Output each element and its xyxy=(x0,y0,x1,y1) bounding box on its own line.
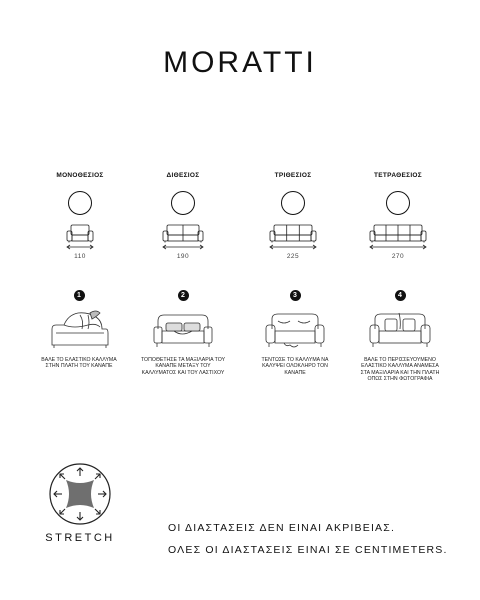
armchair-icon xyxy=(65,223,95,251)
dimension-label: 110 xyxy=(74,253,86,260)
instruction-step-3 xyxy=(240,290,350,376)
step-instruction-text: ΒΑΛΕ ΤΟ ΕΛΑΣΤΙΚΟ ΚΑΛΛΥΜΑ ΣΤΗΝ ΠΛΑΤΗ ΤΟΥ ΚΑΝΑΠΕ xyxy=(41,357,117,370)
cushion-placement-illustration-icon xyxy=(148,307,218,353)
selection-circle xyxy=(386,191,410,215)
size-option-quadruple xyxy=(343,172,453,260)
step-number-badge: 2 xyxy=(178,290,189,301)
brand-logo: MORATTI xyxy=(163,46,317,79)
selection-circle xyxy=(68,191,92,215)
note-units: ΟΛΕΣ ΟΙ ΔΙΑΣΤΑΣΕΙΣ ΕΙΝΑΙ ΣΕ CENTIMETERS. xyxy=(168,544,448,556)
instruction-step-4 xyxy=(345,290,455,382)
selection-circle xyxy=(171,191,195,215)
stretch-cover-illustration-icon xyxy=(260,307,330,353)
dimension-label: 225 xyxy=(286,253,300,260)
size-label: ΤΡΙΘΕΣΙΟΣ xyxy=(274,172,312,179)
stretch-label: STRETCH xyxy=(45,532,115,544)
stretch-arrows-icon xyxy=(48,462,112,526)
step-number-badge: 4 xyxy=(395,290,406,301)
step-instruction-text: ΒΑΛΕ ΤΟ ΠΕΡΙΣΣΕΥΟΥΜΕΝΟ ΕΛΑΣΤΙΚΟ ΚΑΛΛΥΜΑ ΑΝΑΜΕΣΑ ΣΤΑ ΜΑΞΙΛΑΡΙΑ ΚΑΙ ΤΗΝ ΠΛΑΤΗ ΟΠΩΣ ΣΤΗΝ ΦΩΤΟΓΡΑΦΙΑ xyxy=(360,357,440,382)
dimension-notes xyxy=(168,517,468,561)
instruction-step-1 xyxy=(24,290,134,370)
dimension-label: 270 xyxy=(391,253,405,260)
note-accuracy: ΟΙ ΔΙΑΣΤΑΣΕΙΣ ΔΕΝ ΕΙΝΑΙ ΑΚΡΙΒΕΙΑΣ. xyxy=(168,522,396,534)
tuck-cover-illustration-icon xyxy=(365,307,435,353)
stretch-badge xyxy=(40,462,120,544)
step-instruction-text: ΤΕΝΤΩΣΕ ΤΟ ΚΑΛΛΥΜΑ ΝΑ ΚΑΛΥΨΕΙ ΟΛΟΚΛΗΡΟ ΤΟΝ ΚΑΝΑΠΕ xyxy=(261,357,329,376)
size-option-double xyxy=(128,172,238,260)
four-seat-sofa-icon xyxy=(368,223,428,251)
size-option-single xyxy=(25,172,135,260)
cover-backrest-illustration-icon xyxy=(44,307,114,353)
size-option-triple xyxy=(238,172,348,260)
instruction-step-2 xyxy=(128,290,238,376)
two-seat-sofa-icon xyxy=(161,223,205,251)
step-instruction-text: ΤΟΠΟΘΕΤΗΣΕ ΤΑ ΜΑΞΙΛΑΡΙΑ ΤΟΥ ΚΑΝΑΠΕ ΜΕΤΑΞΥ ΤΟΥ ΚΑΛΛΥΜΑΤΟΣ ΚΑΙ ΤΟΥ ΛΑΣΤΙΧΟΥ xyxy=(140,357,226,376)
size-label: ΔΙΘΕΣΙΟΣ xyxy=(166,172,200,179)
step-number-badge: 3 xyxy=(290,290,301,301)
dimension-label: 190 xyxy=(176,253,190,260)
size-label: ΜΟΝΟΘΕΣΙΟΣ xyxy=(56,172,104,179)
three-seat-sofa-icon xyxy=(268,223,318,251)
size-label: ΤΕΤΡΑΘΕΣΙΟΣ xyxy=(373,172,422,179)
selection-circle xyxy=(281,191,305,215)
step-number-badge: 1 xyxy=(74,290,85,301)
